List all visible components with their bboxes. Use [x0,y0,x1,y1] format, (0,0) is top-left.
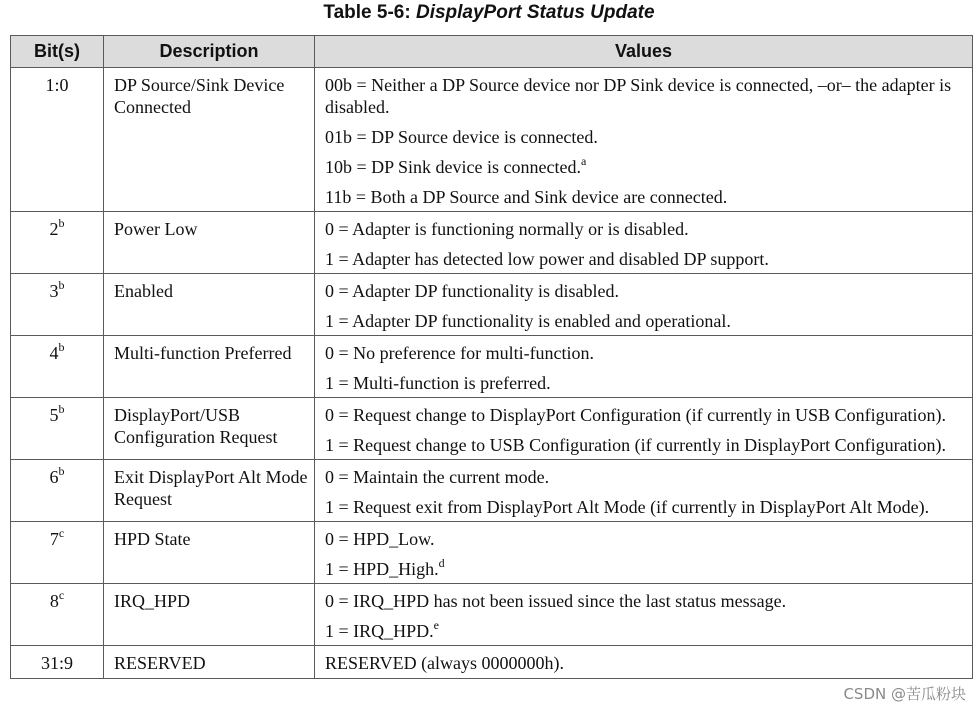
description-cell: Power Low [104,212,315,274]
table-row [11,522,973,584]
header-bits: Bit(s) [11,36,104,68]
value-text: 00b = Neither a DP Source device nor DP Sink device is connected, –or– the adapter is disabled. [325,75,952,117]
values-cell [315,68,973,212]
value-text: 0 = Adapter is functioning normally or is disabled. [325,219,689,239]
description-cell: Multi-function Preferred [104,336,315,398]
value-text: 1 = Multi-function is preferred. [325,373,551,393]
bit-cell [11,646,104,679]
value-entry [325,156,962,178]
header-description: Description [104,36,315,68]
values-cell [315,336,973,398]
value-entry [325,248,962,270]
footnote-marker: b [58,464,65,478]
description-cell: HPD State [104,522,315,584]
value-text: 1 = HPD_High. [325,559,439,579]
value-entry [325,652,962,674]
caption-label: Table 5-6: [323,2,411,23]
value-text: 1 = Adapter DP functionality is enabled and operational. [325,311,731,331]
bit-cell [11,68,104,212]
footnote-marker: b [58,278,65,292]
value-entry [325,218,962,240]
bit-value: 6 [49,467,59,487]
watermark: CSDN @苦瓜粉块 [843,685,966,703]
description-cell: IRQ_HPD [104,584,315,646]
value-text: RESERVED (always 0000000h). [325,653,565,673]
value-text: 10b = DP Sink device is connected. [325,157,581,177]
value-entry [325,186,962,208]
value-text: 1 = IRQ_HPD. [325,621,434,641]
table-body [11,68,973,679]
bit-value: 1:0 [45,75,69,95]
value-entry [325,620,962,642]
value-entry [325,342,962,364]
value-entry [325,434,962,456]
description-cell: DisplayPort/USB Configuration Request [104,398,315,460]
value-text: 01b = DP Source device is connected. [325,127,598,147]
bit-cell [11,398,104,460]
footnote-marker: e [433,618,439,632]
value-entry [325,372,962,394]
value-entry [325,126,962,148]
table-row [11,274,973,336]
table-row [11,398,973,460]
value-entry [325,590,962,612]
value-text: 0 = Maintain the current mode. [325,467,550,487]
value-text: 0 = Request change to DisplayPort Configuration (if currently in USB Configuration). [325,405,947,425]
bit-cell [11,460,104,522]
table-row [11,336,973,398]
value-text: 0 = Adapter DP functionality is disabled. [325,281,619,301]
value-entry [325,310,962,332]
bit-cell [11,522,104,584]
bit-value: 2 [49,219,59,239]
values-cell [315,274,973,336]
bit-cell [11,274,104,336]
footnote-marker: c [58,526,65,540]
values-cell [315,584,973,646]
bit-value: 7 [49,529,59,549]
value-text: 1 = Request exit from DisplayPort Alt Mode (if currently in DisplayPort Alt Mode). [325,497,930,517]
bit-value: 8 [49,591,59,611]
value-entry [325,404,962,426]
value-entry [325,280,962,302]
caption-title: DisplayPort Status Update [415,2,655,23]
table-caption [0,2,978,24]
footnote-marker: b [58,340,65,354]
values-cell [315,212,973,274]
values-cell [315,398,973,460]
footnote-marker: b [58,402,65,416]
value-text: 0 = HPD_Low. [325,529,435,549]
bit-value: 3 [49,281,59,301]
value-entry [325,466,962,488]
value-entry [325,528,962,550]
description-cell: Exit DisplayPort Alt Mode Request [104,460,315,522]
bit-value: 31:9 [40,653,73,673]
values-cell [315,460,973,522]
value-text: 11b = Both a DP Source and Sink device are connected. [325,187,728,207]
footnote-marker: c [58,588,65,602]
table-row [11,212,973,274]
status-update-table [10,35,973,679]
description-cell: RESERVED [104,646,315,679]
table-row [11,68,973,212]
table-row [11,460,973,522]
description-cell: Enabled [104,274,315,336]
footnote-marker: b [58,216,65,230]
bit-cell [11,336,104,398]
value-entry [325,496,962,518]
table-row [11,584,973,646]
bit-value: 4 [49,343,59,363]
value-text: 0 = No preference for multi-function. [325,343,595,363]
bit-cell [11,584,104,646]
footnote-marker: a [580,154,587,168]
description-cell: DP Source/Sink Device Connected [104,68,315,212]
table-row [11,646,973,679]
value-entry [325,558,962,580]
footnote-marker: d [438,556,445,570]
header-values: Values [315,36,973,68]
values-cell [315,646,973,679]
table-header-row [11,36,973,68]
bit-value: 5 [49,405,59,425]
bit-cell [11,212,104,274]
value-text: 1 = Adapter has detected low power and disabled DP support. [325,249,769,269]
values-cell [315,522,973,584]
value-entry [325,74,962,118]
value-text: 1 = Request change to USB Configuration (if currently in DisplayPort Configuration). [325,435,947,455]
value-text: 0 = IRQ_HPD has not been issued since the last status message. [325,591,787,611]
